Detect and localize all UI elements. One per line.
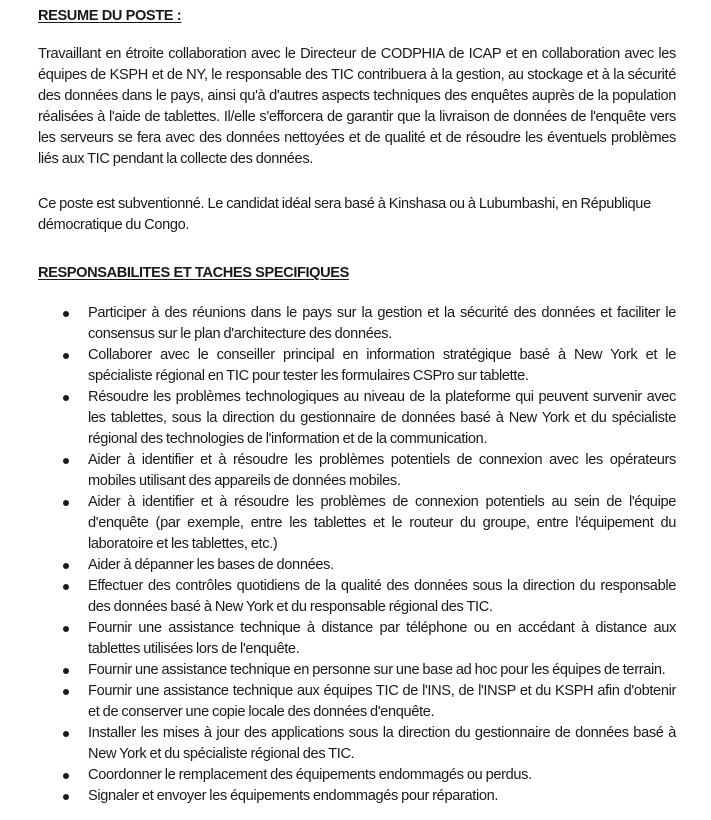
- bullet-icon: [63, 626, 69, 632]
- task-text: Signaler et envoyer les équipements endommagés pour réparation.: [88, 788, 499, 804]
- task-text: Collaborer avec le conseiller principal en information stratégique basé à New York et le spécialiste régional en TIC pour tester les formulaires CSPro sur tablette.: [88, 347, 676, 384]
- task-item: [38, 576, 676, 618]
- bullet-icon: [63, 731, 69, 737]
- task-item: [38, 786, 676, 807]
- task-item: [38, 387, 676, 450]
- task-text: Aider à identifier et à résoudre les problèmes de connexion potentiels au sein de l'équipe d'enquête (par exemple, entre les tablettes et le routeur du groupe, entre l'équipement du laboratoire et les tablettes, etc.): [88, 494, 676, 552]
- task-item: [38, 660, 676, 681]
- bullet-icon: [63, 794, 69, 800]
- task-text: Résoudre les problèmes technologiques au niveau de la plateforme qui peuvent survenir avec les tablettes, sous la direction du gestionnaire de données basé à New York et du spécialiste régional des technologies de l'information et de la communication.: [88, 389, 676, 447]
- task-text: Fournir une assistance technique à distance par téléphone ou en accédant à distance aux tablettes utilisées lors de l'enquête.: [88, 620, 676, 657]
- section-heading-summary: RESUME DU POSTE :: [38, 8, 182, 24]
- bullet-icon: [63, 773, 69, 779]
- task-item: [38, 450, 676, 492]
- task-text: Fournir une assistance technique en personne sur une base ad hoc pour les équipes de terrain.: [88, 662, 666, 678]
- task-list: [38, 303, 676, 807]
- bullet-icon: [63, 353, 69, 359]
- task-item: [38, 345, 676, 387]
- task-text: Coordonner le remplacement des équipements endommagés ou perdus.: [88, 767, 532, 783]
- task-item: [38, 618, 676, 660]
- task-text: Aider à identifier et à résoudre les problèmes potentiels de connexion avec les opérateurs mobiles utilisant des appareils de données mobiles.: [88, 452, 676, 489]
- summary-paragraph: Travaillant en étroite collaboration avec le Directeur de CODPHIA de ICAP et en collaboration avec les équipes de KSPH et de NY, le responsable des TIC contribuera à la gestion, au stockage et à la sécurité des données dans le pays, ainsi qu'à d'autres aspects techniques des enquêtes auprès de la population réalisées à l'aide de tablettes. Il/elle s'efforcera de garantir que la livraison de données de l'enquête vers les serveurs se fera avec des données nettoyées et de qualité et de résoudre les éventuels problèmes liés aux TIC pendant la collecte des données.: [38, 46, 676, 167]
- task-item: [38, 303, 676, 345]
- bullet-icon: [63, 563, 69, 569]
- task-item: [38, 492, 676, 555]
- bullet-icon: [63, 584, 69, 590]
- task-item: [38, 765, 676, 786]
- task-item: [38, 555, 676, 576]
- task-text: Aider à dépanner les bases de données.: [88, 557, 334, 573]
- bullet-icon: [63, 395, 69, 401]
- bullet-icon: [63, 689, 69, 695]
- bullet-icon: [63, 458, 69, 464]
- task-item: [38, 723, 676, 765]
- task-item: [38, 681, 676, 723]
- task-text: Effectuer des contrôles quotidiens de la qualité des données sous la direction du responsable des données basé à New York et du responsable régional des TIC.: [88, 578, 676, 615]
- location-paragraph: Ce poste est subventionné. Le candidat idéal sera basé à Kinshasa ou à Lubumbashi, en République démocratique du Congo.: [38, 196, 651, 233]
- bullet-icon: [63, 500, 69, 506]
- task-text: Fournir une assistance technique aux équipes TIC de l'INS, de l'INSP et du KSPH afin d'obtenir et de conserver une copie locale des données d'enquête.: [88, 683, 676, 720]
- task-text: Participer à des réunions dans le pays sur la gestion et la sécurité des données et faciliter le consensus sur le plan d'architecture des données.: [88, 305, 676, 342]
- bullet-icon: [63, 668, 69, 674]
- task-text: Installer les mises à jour des applications sous la direction du gestionnaire de données basé à New York et du spécialiste régional des TIC.: [88, 725, 676, 762]
- section-heading-tasks: RESPONSABILITES ET TACHES SPECIFIQUES: [38, 265, 349, 281]
- bullet-icon: [63, 311, 69, 317]
